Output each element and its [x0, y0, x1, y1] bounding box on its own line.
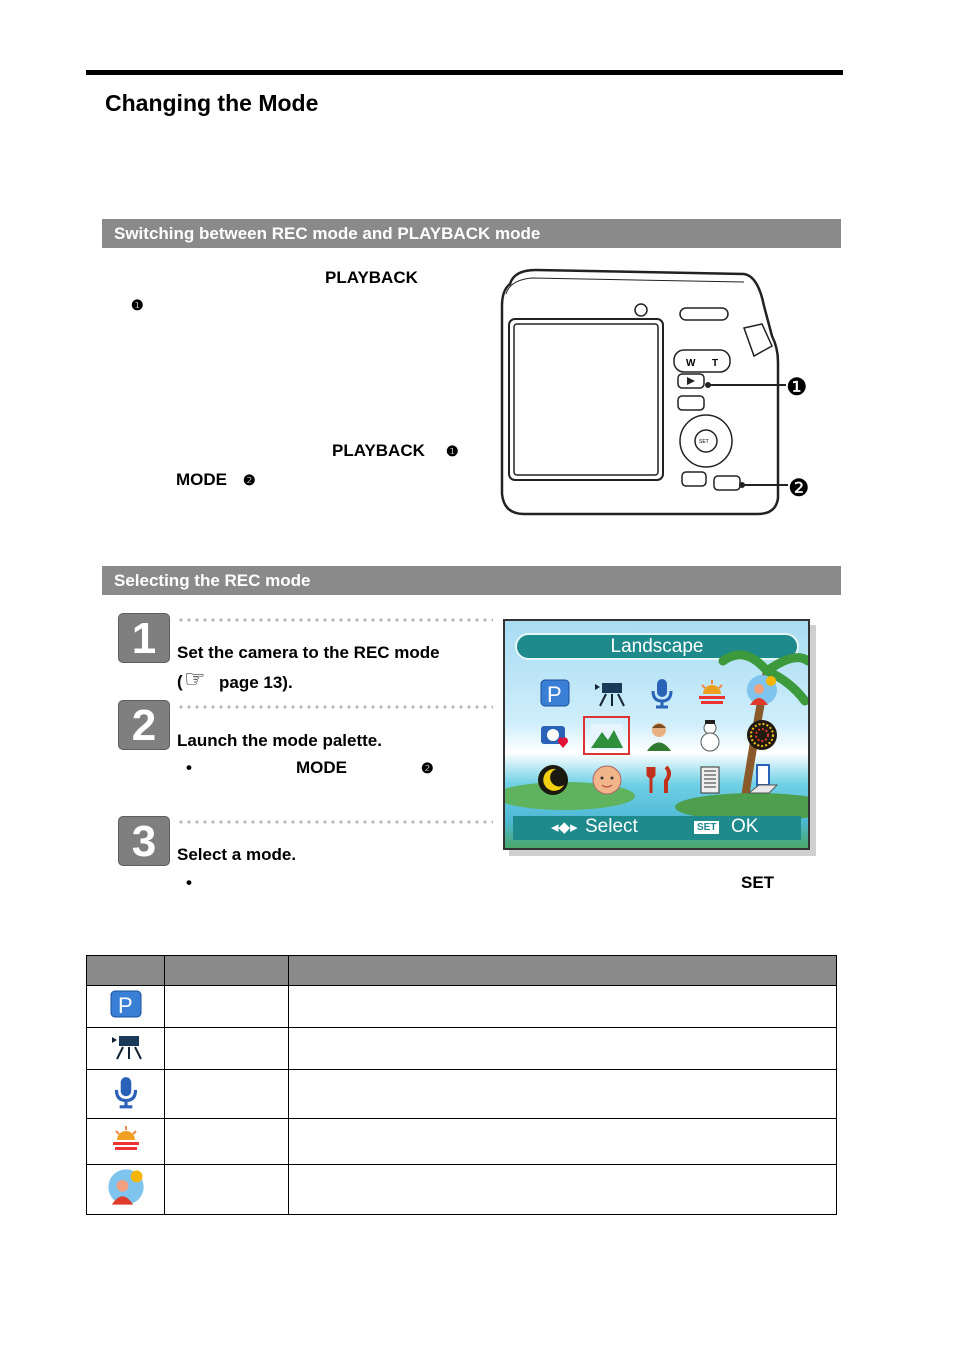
table-cell-mode	[165, 1070, 289, 1119]
movie-icon	[108, 1031, 144, 1061]
table-header-description	[289, 956, 837, 986]
table-cell-mode	[165, 1028, 289, 1070]
step-1-ref: page 13).	[219, 673, 293, 692]
svg-text:SET: SET	[699, 439, 709, 445]
step-3-set: SET	[741, 873, 775, 892]
smile-capture-icon[interactable]	[538, 718, 572, 752]
ok-label: OK	[731, 816, 759, 837]
mode-palette-title: Landscape	[515, 633, 799, 660]
step-3-divider	[177, 820, 493, 824]
step-2-bullet: •	[186, 758, 192, 777]
step-1-badge: 1	[118, 613, 170, 663]
page-title: Changing the Mode	[105, 90, 319, 116]
snow-icon[interactable]	[693, 718, 727, 752]
table-cell-description	[289, 1165, 837, 1215]
table-row	[87, 1028, 837, 1070]
callout-two: ❷	[788, 475, 810, 502]
step-1-divider	[177, 618, 493, 622]
step-2-divider	[177, 705, 493, 709]
step-2-title: Launch the mode palette.	[177, 731, 382, 750]
program-icon[interactable]	[538, 676, 572, 710]
table-row	[87, 986, 837, 1028]
pointing-hand-icon: ☞	[184, 666, 206, 693]
table-row	[87, 1119, 837, 1165]
step-1-title: Set the camera to the REC mode	[177, 643, 440, 662]
step-2-badge: 2	[118, 700, 170, 750]
playback-label: PLAYBACK	[325, 268, 418, 287]
table-cell-description	[289, 1028, 837, 1070]
four-way-arrows-icon: ◂◆▸	[551, 819, 578, 836]
marker-two: ❷	[243, 472, 256, 488]
svg-text:W: W	[686, 358, 696, 369]
camera-back-illustration	[496, 266, 818, 518]
top-rule	[86, 70, 843, 75]
kids-icon[interactable]	[590, 763, 624, 797]
table-row	[87, 1070, 837, 1119]
table-cell-mode	[165, 1165, 289, 1215]
mode-palette-status-bar	[513, 816, 801, 840]
voice-icon	[108, 1074, 144, 1110]
night-icon[interactable]	[536, 763, 570, 797]
table-cell-description	[289, 986, 837, 1028]
sunset-icon[interactable]	[695, 676, 729, 710]
step-3-badge: 3	[118, 816, 170, 866]
set-key-icon: SET	[694, 821, 719, 834]
step-2-marker: ❷	[421, 760, 434, 776]
backlight-icon	[106, 1167, 146, 1207]
mode-label: MODE	[176, 470, 227, 489]
step-3-title: Select a mode.	[177, 845, 297, 864]
fireworks-icon[interactable]	[745, 718, 779, 752]
mode-palette-screen	[503, 619, 810, 850]
step-1-ref-prefix: (	[177, 672, 183, 691]
select-label: Select	[585, 816, 638, 837]
marker-one: ❶	[131, 297, 144, 313]
backlight-icon[interactable]	[745, 673, 779, 707]
svg-text:P: P	[547, 682, 562, 707]
rec-mode-table	[86, 955, 837, 1215]
program-icon	[108, 989, 144, 1019]
voice-icon[interactable]	[645, 676, 679, 710]
text-icon[interactable]	[745, 763, 779, 797]
table-row	[87, 1165, 837, 1215]
step-2-mode: MODE	[296, 758, 347, 777]
table-header-mode	[165, 956, 289, 986]
section-heading-rec-mode: Selecting the REC mode	[102, 566, 841, 595]
svg-text:P: P	[117, 993, 133, 1018]
table-header-row	[87, 956, 837, 986]
sunset-icon	[108, 1122, 144, 1156]
portrait-icon[interactable]	[642, 718, 676, 752]
table-header-icon	[87, 956, 165, 986]
movie-icon[interactable]	[592, 676, 626, 710]
section-heading-switching: Switching between REC mode and PLAYBACK mode	[102, 219, 841, 248]
step-3-bullet: •	[186, 873, 192, 892]
svg-text:T: T	[712, 358, 719, 369]
table-cell-description	[289, 1070, 837, 1119]
landscape-icon[interactable]	[590, 720, 624, 754]
building-icon[interactable]	[693, 763, 727, 797]
table-cell-description	[289, 1119, 837, 1165]
callout-one: ❶	[786, 374, 808, 401]
table-cell-mode	[165, 1119, 289, 1165]
food-icon[interactable]	[642, 763, 676, 797]
playback-label-2: PLAYBACK	[332, 441, 425, 460]
table-cell-mode	[165, 986, 289, 1028]
marker-one-2: ❶	[446, 443, 459, 459]
